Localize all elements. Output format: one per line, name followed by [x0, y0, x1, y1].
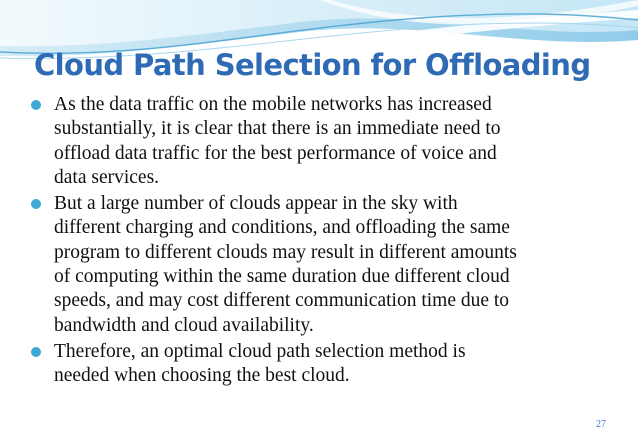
bullet-line: substantially, it is clear that there is an immediate need to — [54, 118, 501, 140]
bullet-line: Therefore, an optimal cloud path selection method is — [54, 340, 466, 362]
bullet-line: offload data traffic for the best performance of voice and — [54, 142, 497, 164]
bullet-item — [30, 340, 610, 389]
bullet-dot-icon — [31, 347, 41, 357]
bullet-line: data services. — [54, 166, 160, 188]
slide-title: Cloud Path Selection for Offloading — [34, 48, 591, 82]
bullet-line: different charging and conditions, and offloading the same — [54, 217, 510, 239]
bullet-list — [30, 93, 610, 391]
bullet-line: But a large number of clouds appear in the sky with — [54, 193, 458, 215]
page-number: 27 — [596, 419, 606, 430]
bullet-dot-icon — [31, 100, 41, 110]
bullet-line: As the data traffic on the mobile networks has increased — [54, 94, 492, 115]
bullet-line: of computing within the same duration due different cloud — [54, 266, 510, 288]
bullet-item — [30, 93, 610, 190]
bullet-line: speeds, and may cost different communication time due to — [54, 290, 510, 312]
bullet-dot-icon — [31, 199, 41, 209]
bullet-line: needed when choosing the best cloud. — [54, 365, 350, 387]
bullet-item — [30, 192, 610, 338]
bullet-line: program to different clouds may result in different amounts — [54, 241, 517, 263]
bullet-line: bandwidth and cloud availability. — [54, 314, 314, 336]
